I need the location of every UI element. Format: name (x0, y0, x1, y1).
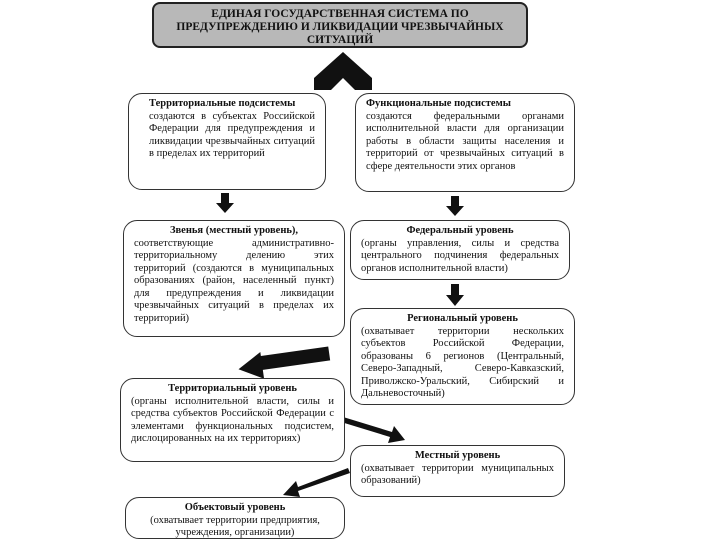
regional-level-box (350, 308, 575, 405)
text: (охватывает территории нескольких субъектов Российской Федерации, образованы 6 регионов (Центральный, Северо-Западный, Северо-Кавказский, Приволжско-Уральский, Сибирский и Дальневосточный) (361, 325, 564, 399)
arrow-down-icon (216, 193, 234, 213)
double-arrow-icon (314, 52, 372, 90)
functional-subsystems-box (355, 93, 575, 192)
local-level-box (350, 445, 565, 497)
heading: Территориальный уровень (168, 383, 297, 394)
text: создаются в субъектах Российской Федерации для предупреждения и ликвидации чрезвычайных ситуаций в пределах их территорий (149, 110, 315, 159)
arrow-big-icon (237, 343, 332, 383)
text: (органы управления, силы и средства центрального подчинения федеральных органов исполнительной власти) (361, 237, 559, 274)
heading: Функциональные подсистемы (366, 98, 511, 109)
arrow-down-icon (446, 196, 464, 216)
heading: Местный уровень (414, 450, 501, 461)
heading: Федеральный уровень (406, 225, 514, 236)
title-text: ЕДИНАЯ ГОСУДАРСТВЕННАЯ СИСТЕМА ПО ПРЕДУПРЕЖДЕНИЮ И ЛИКВИДАЦИИ ЧРЕЗВЫЧАЙНЫХ СИТУАЦИЙ (176, 8, 504, 46)
heading: Региональный уровень (407, 313, 518, 324)
heading: Звенья (местный уровень), (169, 225, 299, 236)
heading: Объектовый уровень (184, 502, 286, 513)
text: создаются федеральными органами исполнительной власти для организации работы в области защиты населения и территорий от чрезвычайных ситуаций в сфере деятельности этих органов (366, 110, 564, 172)
text: соответствующие административно-территориальному делению этих территорий (создаются в муниципальных образованиях (район, населенный пункт) для предупреждения и ликвидации чрезвычайных ситуаций в пределах их территорий) (134, 237, 334, 324)
text: (охватывает территории муниципальных образований) (361, 462, 554, 486)
territorial-subsystems-box (128, 93, 326, 190)
text: (органы исполнительной власти, силы и средства субъектов Российской Федерации с элементами функциональных подсистем, дислоцированных на их территориях) (131, 395, 334, 444)
heading: Территориальные подсистемы (149, 98, 296, 109)
title-box (152, 2, 528, 48)
text: (охватывает территории предприятия, учреждения, организации) (150, 514, 320, 538)
object-level-box (125, 497, 345, 539)
territorial-level-box (120, 378, 345, 462)
arrow-left-icon (283, 468, 350, 497)
arrow-down-icon (446, 284, 464, 306)
links-box (123, 220, 345, 337)
federal-level-box (350, 220, 570, 280)
